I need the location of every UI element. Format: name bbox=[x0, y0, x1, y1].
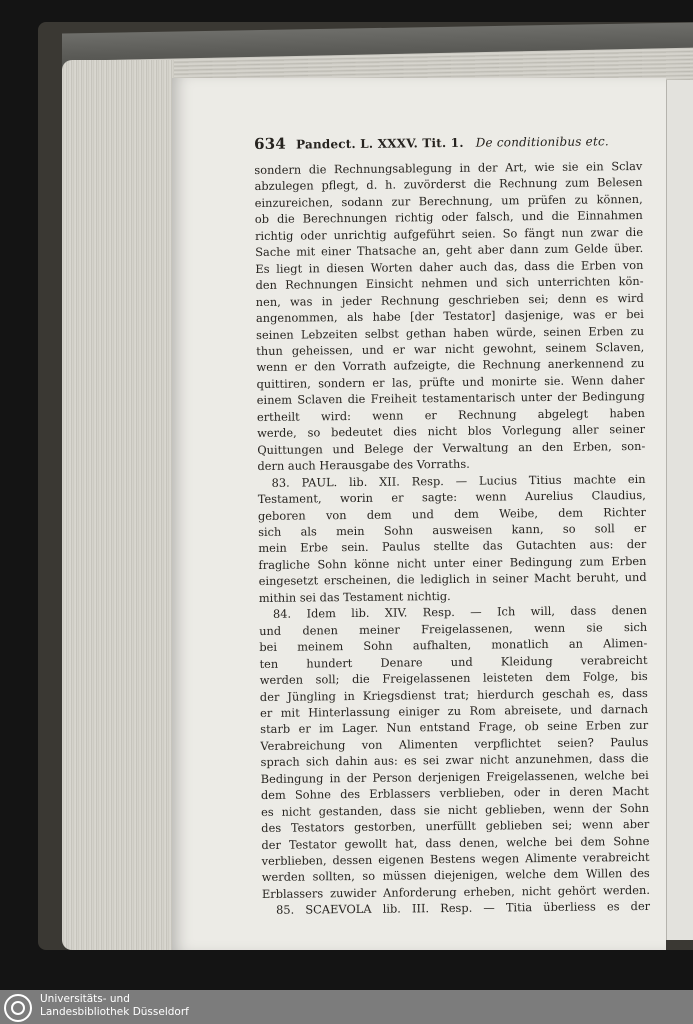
text-line: mein Erbe sein. Paulus stellte das Gutachten aus: der bbox=[258, 537, 647, 556]
institution-line-2: Landesbibliothek Düsseldorf bbox=[40, 1006, 189, 1018]
running-header bbox=[254, 132, 642, 153]
text-line: Erblassers zuwider Anforderung erheben, nicht gehört werden. bbox=[261, 882, 650, 901]
facing-page bbox=[666, 80, 693, 940]
text-line: seinen Lebzeiten selbst gethan haben würde, seinen Erben zu bbox=[256, 323, 645, 342]
text-line: des Testators gestorben, unerfüllt geblieben sei; wenn aber bbox=[261, 817, 650, 836]
text-line: ob die Berechnungen richtig oder falsch, und die Einnahmen bbox=[254, 208, 643, 227]
text-line: starb er im Lager. Nun entstand Frage, ob seine Erben zur bbox=[260, 718, 649, 737]
text-line: ertheilt wird: wenn er Rechnung abgelegt haben bbox=[256, 405, 645, 424]
text-line: Es liegt in diesen Worten daher auch das, dass die Erben von bbox=[255, 257, 644, 276]
text-line: und denen meiner Freigelassenen, wenn sie sich bbox=[259, 619, 648, 638]
text-line: dern auch Herausgabe des Vorraths. bbox=[257, 456, 470, 474]
text-line: es nicht gestanden, dass sie nicht geblieben, wenn der Sohn bbox=[261, 800, 650, 819]
text-line: sondern die Rechnungsablegung in der Art, wie sie ein Sclav bbox=[254, 158, 643, 177]
text-line: geboren von dem und dem Weibe, dem Richter bbox=[257, 504, 647, 523]
text-line: der Jüngling in Kriegsdienst trat; hierdurch geschah es, dass bbox=[259, 685, 648, 704]
text-line: quittiren, sondern er las, prüfte und monirte sie. Wenn daher bbox=[256, 372, 645, 391]
text-line: thun geheissen, und er war nicht gewohnt, seinem Sclaven, bbox=[256, 339, 645, 358]
text-line: mithin sei das Testament nichtig. bbox=[258, 588, 451, 605]
text-line: werden sollten, so müssen diejenigen, welche dem Willen des bbox=[261, 866, 650, 885]
text-line: Bedingung in der Person derjenigen Freigelassenen, welche bei bbox=[260, 767, 649, 786]
page-text bbox=[254, 132, 650, 919]
text-line: einem Sclaven die Freiheit testamentarisch unter der Bedingung bbox=[256, 389, 645, 408]
text-line: richtig oder unrichtig aufgeführt seien. So fängt nun zwar die bbox=[254, 224, 644, 243]
text-line: werden soll; die Freigelassenen leisteten dem Folge, bis bbox=[259, 668, 648, 688]
text-line: fragliche Sohn könne nicht unter einer Bedingung zum Erben bbox=[258, 553, 647, 572]
page-number: 634 bbox=[253, 134, 287, 153]
text-lines bbox=[254, 158, 650, 919]
text-line: ten hundert Denare und Kleidung verabreicht bbox=[259, 652, 648, 671]
text-line: der Testator gewollt hat, dass denen, welche bei dem Sohne bbox=[261, 833, 650, 852]
text-line: Verabreichung von Alimenten verpflichtet seien? Paulus bbox=[260, 734, 649, 753]
ulb-logo-icon bbox=[4, 994, 32, 1022]
text-line: 83. PAUL. lib. XII. Resp. — Lucius Titius machte ein bbox=[271, 471, 646, 490]
text-line: wenn er den Vorrath aufzeigte, die Rechnung anerkennend zu bbox=[256, 356, 645, 375]
text-line: bei meinem Sohn aufhalten, monatlich an Alimen- bbox=[259, 636, 648, 655]
text-line: einzureichen, sodann zur Berechnung, um prüfen zu können, bbox=[254, 191, 643, 210]
text-line: verblieben, dessen eigenen Bestens wegen Alimente verabreicht bbox=[261, 849, 650, 868]
text-line: dem Sohne des Erblassers verblieben, oder in deren Macht bbox=[260, 784, 649, 803]
text-line: angenommen, als habe [der Testator] dasjenige, was er bei bbox=[255, 307, 644, 326]
page-edges-side bbox=[62, 60, 174, 950]
text-line: eingesetzt erscheinen, die lediglich in seiner Macht beruht, und bbox=[258, 570, 647, 589]
text-line: nen, was in jeder Rechnung geschrieben sei; denn es wird bbox=[255, 290, 644, 309]
text-line: sich als mein Sohn ausweisen kann, so soll er bbox=[258, 520, 647, 539]
text-line: sprach sich dahin aus: es sei zwar nicht anzunehmen, dass die bbox=[260, 751, 649, 770]
institution-name bbox=[40, 993, 189, 1019]
running-title: Pandect. L. XXXV. Tit. 1. bbox=[295, 135, 464, 152]
text-line: werde, so bedeutet dies nicht blos Vorlegung aller seiner bbox=[257, 422, 646, 441]
text-line: Quittungen und Belege der Verwaltung an den Erben, son- bbox=[257, 438, 646, 457]
text-line: abzulegen pflegt, d. h. zuvörderst die Rechnung zum Belesen bbox=[254, 175, 643, 194]
institution-line-1: Universitäts- und bbox=[40, 993, 130, 1005]
text-line: Testament, worin er sagte: wenn Aurelius Claudius, bbox=[257, 487, 646, 507]
text-line: Sache mit einer Thatsache an, geht aber dann zum Gelde über. bbox=[255, 241, 644, 260]
text-line: 85. SCAEVOLA lib. III. Resp. — Titia überliess es der bbox=[276, 899, 651, 918]
logo-ring bbox=[11, 1001, 25, 1015]
text-line: 84. Idem lib. XIV. Resp. — Ich will, dass denen bbox=[272, 603, 648, 622]
running-subject: De conditionibus etc. bbox=[475, 134, 609, 150]
text-line: den Rechnungen Einsicht nehmen und sich unterrichten kön- bbox=[255, 274, 644, 293]
text-line: er mit Hinterlassung einiger zu Rom abreisete, und darnach bbox=[259, 701, 649, 720]
